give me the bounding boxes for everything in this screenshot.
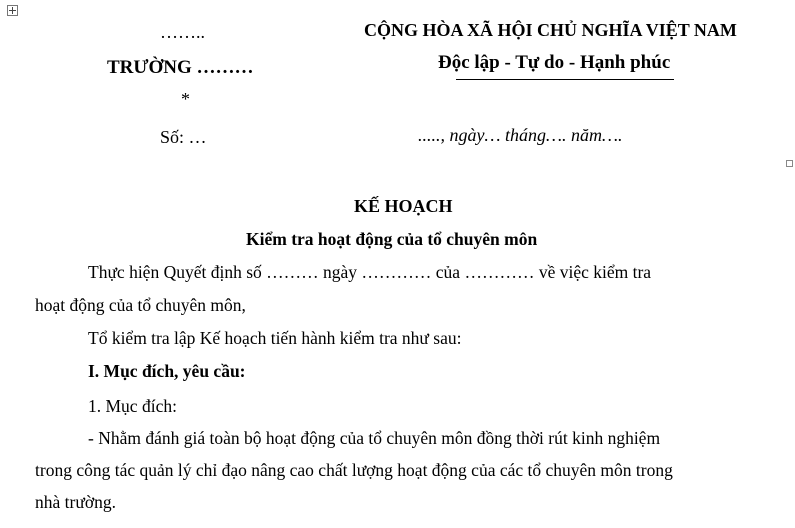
org-name-placeholder: …….. [160, 22, 205, 42]
paragraph-2: Tổ kiểm tra lập Kế hoạch tiến hành kiểm tra như sau: [88, 328, 462, 348]
paragraph-1-line-1: Thực hiện Quyết định số ……… ngày ………… của ………… về việc kiểm tra [88, 262, 652, 282]
document-title: KẾ HOẠCH [354, 196, 453, 216]
header-star: * [181, 89, 190, 109]
date-line: ....., ngày… tháng…. năm…. [418, 125, 623, 145]
document-subtitle: Kiểm tra hoạt động của tổ chuyên môn [246, 229, 538, 249]
section-1-heading: I. Mục đích, yêu cầu: [88, 361, 246, 381]
document-number: Số: … [160, 127, 207, 147]
motto-underline [456, 79, 674, 80]
bullet-1-line-2: trong công tác quản lý chỉ đạo nâng cao chất lượng hoạt động của các tổ chuyên môn trong [35, 460, 673, 480]
bullet-1-line-1: - Nhằm đánh giá toàn bộ hoạt động của tổ chuyên môn đồng thời rút kinh nghiệm [88, 428, 661, 448]
table-move-handle-icon[interactable] [7, 5, 18, 16]
school-name: TRƯỜNG ……… [107, 57, 254, 78]
subsection-1-heading: 1. Mục đích: [88, 396, 177, 416]
paragraph-1-line-2: hoạt động của tổ chuyên môn, [35, 295, 246, 315]
table-resize-handle-icon[interactable] [786, 160, 793, 167]
national-motto: Độc lập - Tự do - Hạnh phúc [438, 52, 671, 73]
national-title: CỘNG HÒA XÃ HỘI CHỦ NGHĨA VIỆT NAM [364, 20, 737, 40]
bullet-1-line-3: nhà trường. [35, 492, 116, 512]
